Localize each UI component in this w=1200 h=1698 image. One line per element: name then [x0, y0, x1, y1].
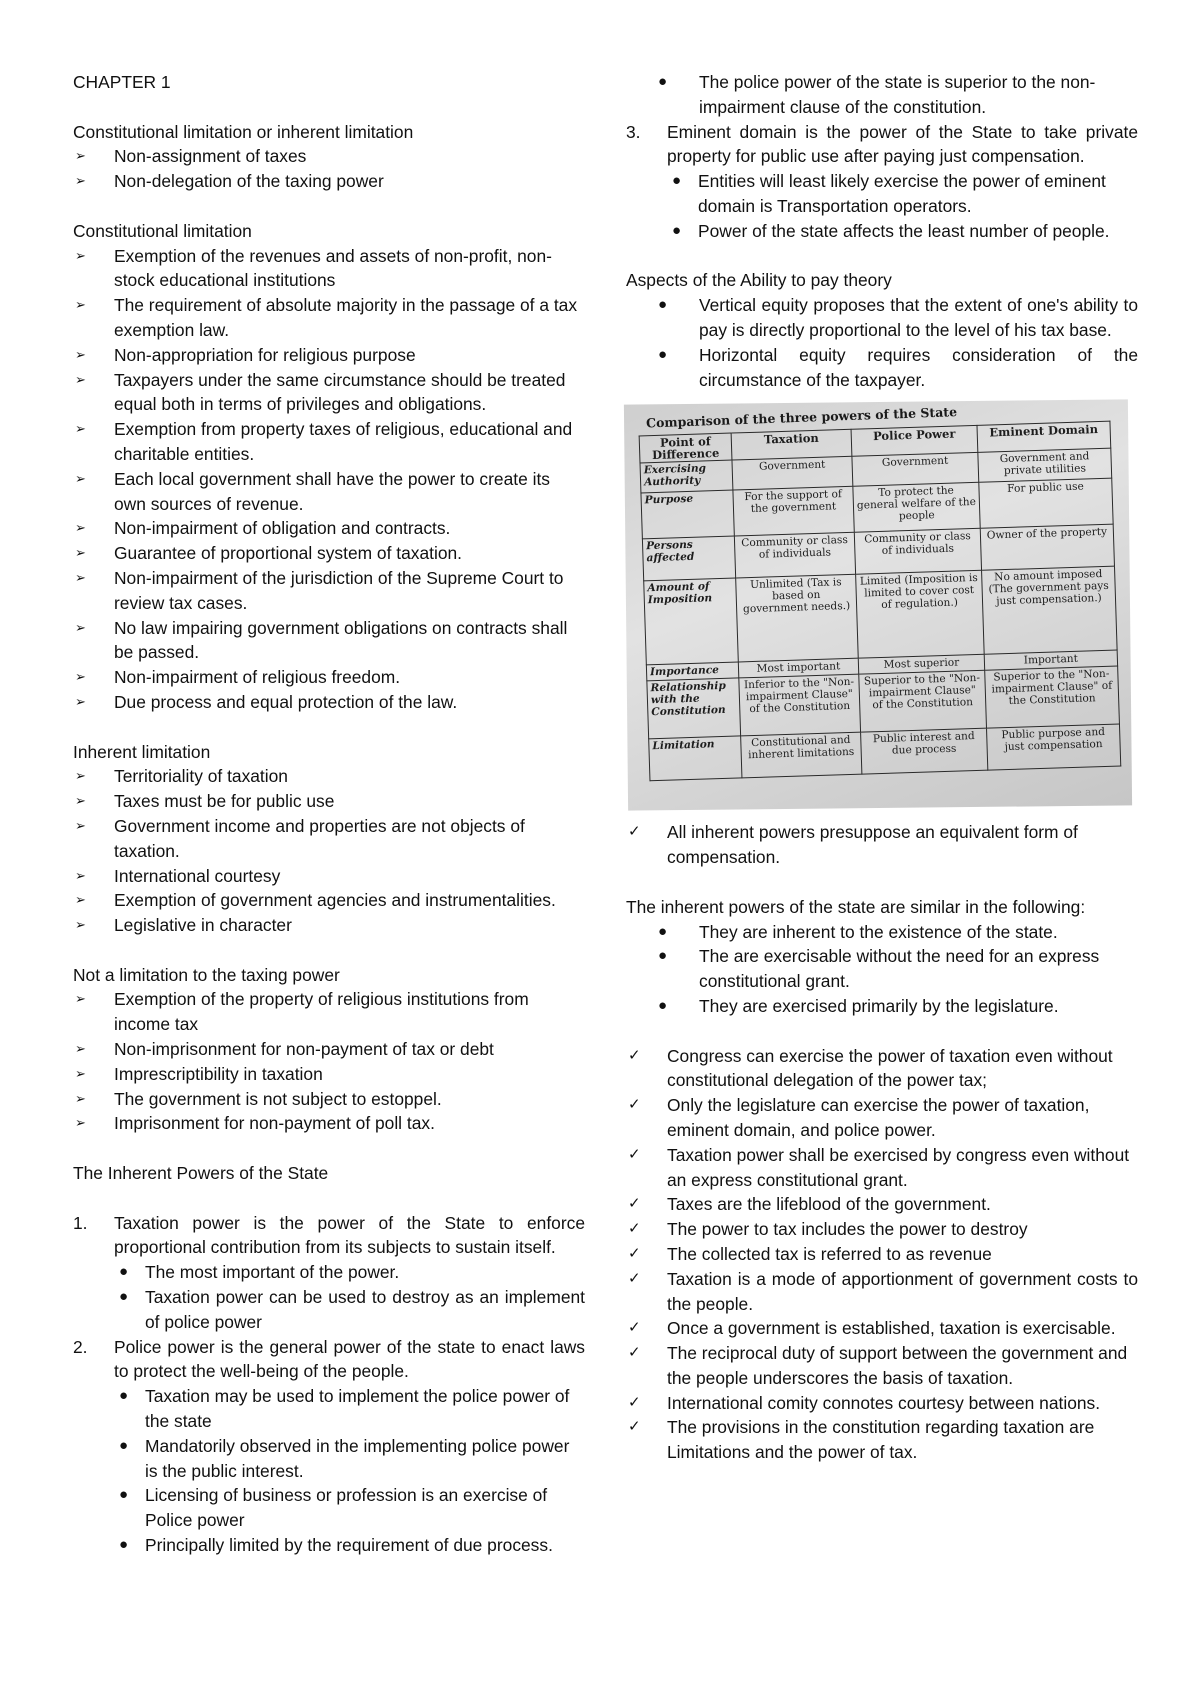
section-heading: The Inherent Powers of the State	[73, 1163, 329, 1184]
bullet-list	[626, 920, 1138, 1019]
list-item: ➢ Non-delegation of the taxing power	[73, 169, 585, 194]
numbered-list	[626, 120, 1138, 244]
arrow-bullet-icon: ➢	[75, 148, 86, 164]
arrow-bullet-icon: ➢	[75, 892, 86, 908]
table-cell: For the support of the government	[733, 487, 854, 537]
arrow-bullet-icon: ➢	[75, 817, 86, 833]
list-item: ● Vertical equity proposes that the extent of one's ability to pay is directly proportional to the level of his tax base.	[658, 295, 1138, 340]
chapter-title: CHAPTER 1	[73, 72, 171, 92]
table-cell: Most superior	[858, 655, 984, 675]
table-cell: Community or class of individuals	[854, 529, 981, 575]
list-item: ➢ Taxes must be for public use	[73, 789, 585, 814]
check-icon: ✓	[628, 1319, 641, 1337]
list-item: ● Principally limited by the requirement of due process.	[114, 1533, 585, 1558]
table-cell: Important	[984, 650, 1117, 670]
arrow-bullet-icon: ➢	[75, 619, 86, 635]
list-item: ● The are exercisable without the need for an express constitutional grant.	[658, 946, 1100, 992]
table-cell: Government	[732, 457, 853, 491]
arrow-list	[73, 987, 585, 1136]
table-row	[644, 566, 1117, 665]
left-column	[73, 70, 585, 1558]
check-icon: ✓	[628, 1096, 641, 1114]
arrow-bullet-icon: ➢	[75, 297, 86, 313]
table-header-cell: Police Power	[851, 426, 978, 457]
dot-bullet-icon: ●	[119, 1288, 129, 1306]
table-cell: No amount imposed (The government pays just compensation.)	[982, 566, 1118, 654]
list-item: ➢ Imprescriptibility in taxation	[73, 1062, 585, 1087]
table-cell: Persons affected	[642, 536, 735, 581]
table-header-cell: Eminent Domain	[977, 422, 1111, 453]
table-cell: Most important	[738, 659, 858, 679]
check-icon: ✓	[628, 1145, 641, 1163]
table-cell: For public use	[979, 478, 1113, 528]
table-cell: Importance	[646, 662, 738, 681]
list-item: ✓ Taxation power shall be exercised by congress even without an express constitutional grant.	[628, 1144, 1130, 1190]
table-cell: Public purpose and just compensation	[987, 724, 1121, 770]
list-number: 3.	[626, 121, 641, 142]
bullet-list	[114, 1260, 585, 1334]
table-cell: Government	[852, 453, 979, 487]
table-cell: Inferior to the "Non-impairment Clause" of the Constitution	[739, 675, 861, 737]
check-list	[626, 820, 1138, 870]
dot-bullet-icon: ●	[119, 1536, 129, 1554]
arrow-bullet-icon: ➢	[75, 867, 86, 883]
list-item: ➢ No law impairing government obligations on contracts shall be passed.	[75, 617, 568, 663]
table-title: Comparison of the three powers of the State	[645, 404, 958, 431]
dot-bullet-icon: ●	[672, 221, 682, 239]
table-cell: Limitation	[649, 736, 742, 781]
arrow-bullet-icon: ➢	[75, 991, 86, 1007]
list-item: ✓ The power to tax includes the power to destroy	[626, 1217, 1138, 1242]
table-header-cell: Taxation	[731, 430, 852, 461]
list-item: ➢ Exemption of the revenues and assets of non-profit, non-stock educational institutions	[75, 245, 552, 291]
table-cell: Purpose	[641, 490, 734, 539]
table-cell: Owner of the property	[980, 524, 1114, 570]
table-cell: Community or class of individuals	[734, 533, 855, 579]
list-item: ✓ Only the legislature can exercise the power of taxation, eminent domain, and police power.	[628, 1095, 1090, 1140]
list-item: ➢ Territoriality of taxation	[73, 764, 585, 789]
arrow-bullet-icon: ➢	[75, 545, 86, 561]
dot-bullet-icon: ●	[658, 296, 668, 314]
list-item: ➢ Exemption from property taxes of religious, educational and charitable entities.	[75, 419, 573, 464]
list-item: 1. Taxation power is the power of the State to enforce proportional contribution from its subjects to sustain itself. ● The most important of the power. ● Taxation power can be used to destroy as an implement of police power	[73, 1211, 585, 1335]
list-item: ➢ Each local government shall have the power to create its own sources of revenue.	[75, 468, 550, 514]
check-icon: ✓	[628, 1269, 641, 1287]
list-item: ➢ The government is not subject to estoppel.	[73, 1087, 585, 1112]
right-column	[626, 70, 1138, 1465]
table-cell: Government and private utilities	[978, 449, 1112, 483]
list-item: ➢ Non-imprisonment for non-payment of tax or debt	[73, 1037, 585, 1062]
section-heading: Constitutional limitation	[73, 220, 252, 241]
table-cell: Superior to the "Non-impairment Clause" of the Constitution	[859, 671, 987, 733]
table-cell: Limited (Imposition is limited to cover cost of regulation.)	[856, 571, 985, 659]
dot-bullet-icon: ●	[658, 345, 668, 363]
table-cell: Amount of Imposition	[644, 578, 739, 665]
list-item: ➢ Taxpayers under the same circumstance should be treated equal both in terms of privileges and obligations.	[75, 369, 566, 415]
list-item: ✓ International comity connotes courtesy between nations.	[626, 1391, 1138, 1416]
dot-bullet-icon: ●	[658, 922, 668, 940]
arrow-bullet-icon: ➢	[75, 693, 86, 709]
table-cell: To protect the general welfare of the people	[853, 483, 980, 533]
table-cell: Superior to the "Non-impairment Clause" of the Constitution	[985, 666, 1120, 728]
check-icon: ✓	[628, 1220, 641, 1238]
list-item: ➢ Non-impairment of the jurisdiction of the Supreme Court to review tax cases.	[75, 567, 564, 613]
list-number: 1.	[73, 1212, 88, 1233]
list-item: ● They are exercised primarily by the legislature.	[626, 994, 1138, 1019]
list-item: ✓ The reciprocal duty of support between the government and the people underscores the basis of taxation.	[628, 1343, 1128, 1388]
bullet-list	[114, 1384, 585, 1558]
list-item: ✓ All inherent powers presuppose an equivalent form of compensation.	[628, 822, 1078, 868]
list-item: ➢ Non-impairment of religious freedom.	[73, 665, 585, 690]
list-item: ➢ Non-assignment of taxes	[73, 144, 585, 169]
arrow-bullet-icon: ➢	[75, 346, 86, 362]
dot-bullet-icon: ●	[119, 1436, 129, 1454]
list-item: ➢ Legislative in character	[73, 913, 585, 938]
dot-bullet-icon: ●	[672, 172, 682, 190]
bullet-list	[667, 169, 1138, 243]
list-item: ➢ Government income and properties are not objects of taxation.	[75, 815, 525, 861]
arrow-list	[73, 144, 585, 194]
list-item: ✓ Taxation is a mode of apportionment of government costs to the people.	[628, 1268, 1138, 1314]
list-item: ✓ The collected tax is referred to as revenue	[626, 1242, 1138, 1267]
arrow-bullet-icon: ➢	[75, 917, 86, 933]
dot-bullet-icon: ●	[658, 947, 668, 965]
section-heading: Aspects of the Ability to pay theory	[626, 270, 892, 291]
arrow-bullet-icon: ➢	[75, 1065, 86, 1081]
list-item: ➢ Exemption of the property of religious institutions from income tax	[75, 989, 529, 1035]
section-heading: Inherent limitation	[73, 741, 211, 762]
arrow-bullet-icon: ➢	[75, 470, 86, 486]
list-item: ● The police power of the state is superior to the non-impairment clause of the constitution.	[658, 72, 1096, 117]
check-icon: ✓	[628, 1393, 641, 1411]
table-header-cell: Point of Difference	[639, 433, 732, 463]
list-item: ● Taxation may be used to implement the police power of the state	[119, 1386, 570, 1432]
arrow-bullet-icon: ➢	[75, 669, 86, 685]
list-item: 2. Police power is the general power of the state to enact laws to protect the well-being of the people. ● Taxation may be used to implement the police power of the state ● Mandatorily observed in the implementing police power is the public interest. ● Licensing of business or profession is an exercise of Police power ● Principally limited by the requirement of due process.	[73, 1335, 585, 1558]
arrow-bullet-icon: ➢	[75, 569, 86, 585]
section-heading: Not a limitation to the taxing power	[73, 964, 340, 985]
arrow-bullet-icon: ➢	[75, 1041, 86, 1057]
arrow-bullet-icon: ➢	[75, 371, 86, 387]
arrow-list	[73, 764, 585, 938]
dot-bullet-icon: ●	[119, 1263, 129, 1281]
list-item: ● Licensing of business or profession is an exercise of Police power	[119, 1485, 548, 1531]
list-item: ➢ The requirement of absolute majority in the passage of a tax exemption law.	[75, 295, 578, 340]
list-item: ➢ Non-impairment of obligation and contracts.	[73, 516, 585, 541]
list-item: ➢ Imprisonment for non-payment of poll tax.	[73, 1111, 585, 1136]
list-item: ● Entities will least likely exercise the power of eminent domain is Transportation operators.	[672, 171, 1106, 216]
comparison-table	[639, 421, 1122, 782]
list-item: ● The most important of the power.	[114, 1260, 585, 1285]
arrow-bullet-icon: ➢	[75, 520, 86, 536]
list-item: ✓ Congress can exercise the power of taxation even without constitutional delegation of the power tax;	[628, 1045, 1113, 1091]
check-icon: ✓	[628, 1344, 641, 1362]
arrow-bullet-icon: ➢	[75, 421, 86, 437]
list-item: ➢ Due process and equal protection of the law.	[73, 690, 585, 715]
check-icon: ✓	[628, 823, 641, 841]
table-cell: Unlimited (Tax is based on government needs.)	[736, 575, 859, 663]
section-heading: Constitutional limitation or inherent limitation	[73, 121, 414, 142]
numbered-list	[73, 1211, 585, 1558]
check-icon: ✓	[628, 1418, 641, 1436]
check-icon: ✓	[628, 1046, 641, 1064]
dot-bullet-icon: ●	[658, 996, 668, 1014]
dot-bullet-icon: ●	[119, 1486, 129, 1504]
table-cell: Exercising Authority	[640, 460, 733, 493]
list-number: 2.	[73, 1336, 88, 1357]
list-item: ➢ Guarantee of proportional system of taxation.	[73, 541, 585, 566]
section-heading: The inherent powers of the state are similar in the following:	[626, 896, 1086, 917]
dot-bullet-icon: ●	[658, 73, 668, 90]
table-cell: Relationship with the Constitution	[647, 678, 741, 739]
check-icon: ✓	[628, 1195, 641, 1213]
bullet-list	[626, 293, 1138, 392]
list-item: ➢ International courtesy	[73, 864, 585, 889]
list-item: ✓ Taxes are the lifeblood of the government.	[626, 1192, 1138, 1217]
arrow-bullet-icon: ➢	[75, 1090, 86, 1106]
dot-bullet-icon: ●	[119, 1387, 129, 1405]
arrow-list	[73, 244, 585, 715]
list-item: 3. Eminent domain is the power of the State to take private property for public use after paying just compensation. ● Entities will least likely exercise the power of eminent domain is Transportation operators. ● Power of the state affects the least number of people.	[626, 120, 1138, 244]
list-item: ● Power of the state affects the least number of people.	[667, 219, 1138, 244]
list-item: ✓ Once a government is established, taxation is exercisable.	[626, 1316, 1138, 1341]
list-item: ➢ Exemption of government agencies and instrumentalities.	[73, 888, 585, 913]
table-cell: Constitutional and inherent limitations	[741, 733, 862, 779]
list-item: ➢ Non-appropriation for religious purpose	[73, 343, 585, 368]
arrow-bullet-icon: ➢	[75, 793, 86, 809]
list-item: ● Horizontal equity requires consideration of the circumstance of the taxpayer.	[658, 344, 1138, 390]
bullet-list	[626, 70, 1138, 120]
list-item: ● Taxation power can be used to destroy as an implement of police power	[119, 1287, 585, 1332]
arrow-bullet-icon: ➢	[75, 247, 86, 263]
list-item: ✓ The provisions in the constitution regarding taxation are Limitations and the power of tax.	[628, 1417, 1095, 1463]
comparison-table-photo	[624, 400, 1132, 811]
table-cell: Public interest and due process	[861, 729, 988, 775]
check-icon: ✓	[628, 1244, 641, 1262]
list-item: ● Mandatorily observed in the implementing police power is the public interest.	[119, 1435, 570, 1481]
arrow-bullet-icon: ➢	[75, 173, 86, 189]
check-list	[626, 1044, 1138, 1466]
list-item: ● They are inherent to the existence of the state.	[626, 920, 1138, 945]
arrow-bullet-icon: ➢	[75, 768, 86, 784]
arrow-bullet-icon: ➢	[75, 1115, 86, 1131]
